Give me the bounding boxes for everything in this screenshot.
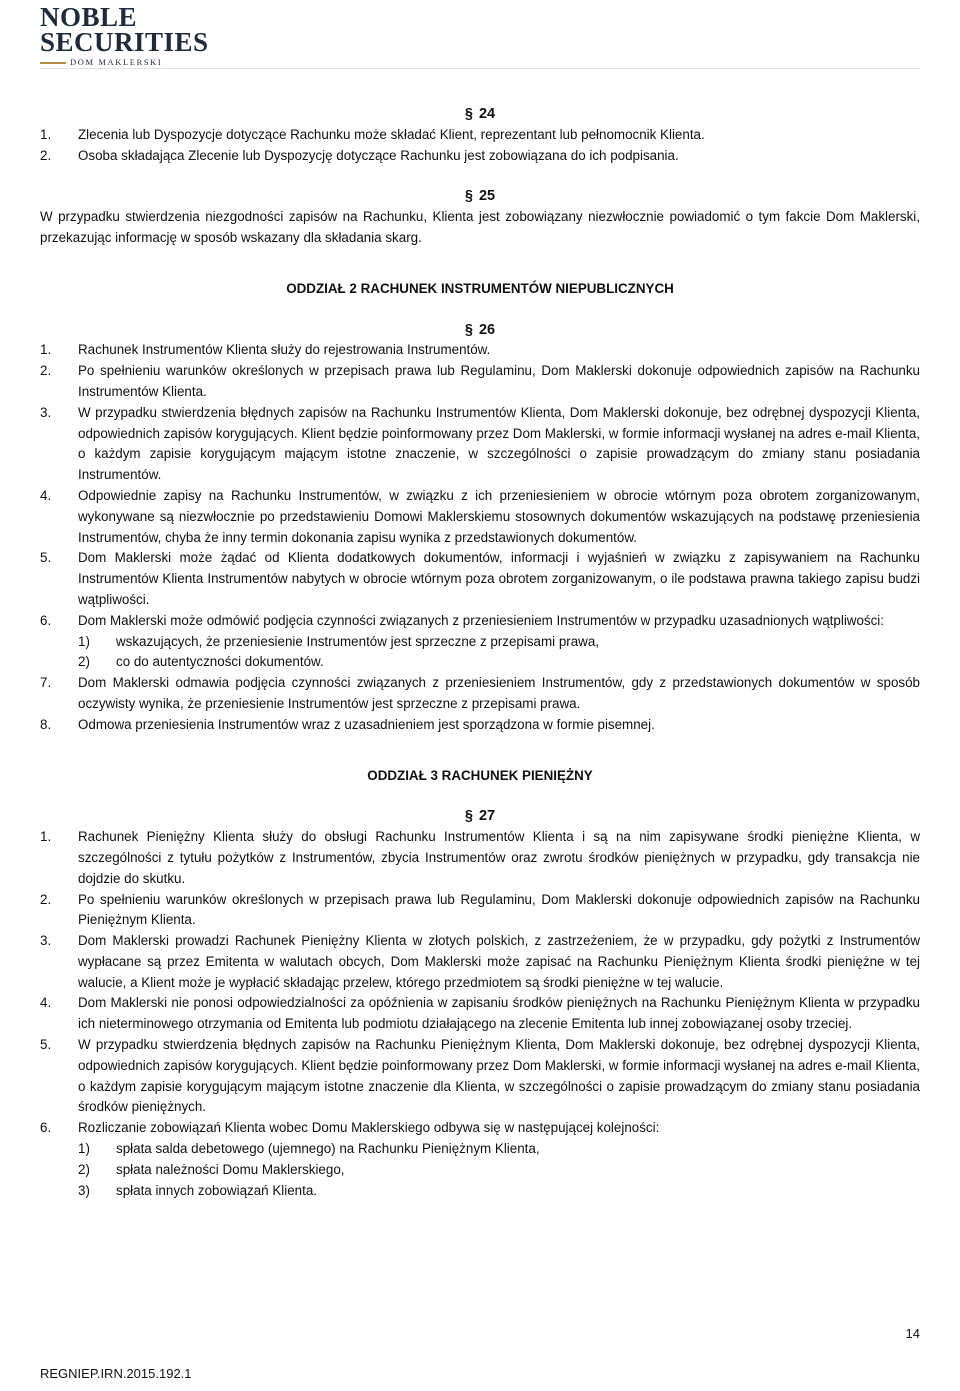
list-item <box>40 486 920 548</box>
document-body <box>40 104 920 1201</box>
item-number: 2. <box>40 363 52 379</box>
item-number: 7. <box>40 675 52 691</box>
logo-subtitle: DOM MAKLERSKI <box>70 57 163 67</box>
item-text: Osoba składająca Zlecenie lub Dyspozycję dotyczące Rachunku jest zobowiązana do ich podpisania. <box>78 147 679 163</box>
item-text: Rachunek Pieniężny Klienta służy do obsługi Rachunku Instrumentów Klienta i są na nim zapisywane środki pieniężne Klienta, w szczególności z tytułu pożytków z Instrumentów, zbycia Instrumentów oraz zwrotu środków pieniężnych w przypadku, gdy transakcja nie dojdzie do skutku. <box>78 829 920 886</box>
item-number: 6. <box>40 612 52 628</box>
item-text: W przypadku stwierdzenia błędnych zapisów na Rachunku Pieniężnym Klienta, Dom Maklerski dokonuje, bez odrębnej dyspozycji Klienta, odpowiednich zapisów korygujących. Klient będzie poinformowany przez Dom Maklerski, w formie informacji wysłanej na adres e-mail Klienta, o każdym zapisie korygującym mającym istotne znaczenie dla Klienta, w szczególności o zapisie prowadzącym do zmiany stanu posiadania środków pieniężnych. <box>78 1037 920 1115</box>
section-heading-27 <box>40 806 920 827</box>
item-text: Po spełnieniu warunków określonych w przepisach prawa lub Regulaminu, Dom Maklerski dokonuje odpowiednich zapisów na Rachunku Instrumentów Klienta. <box>78 363 920 399</box>
division-heading-2: ODDZIAŁ 2 RACHUNEK INSTRUMENTÓW NIEPUBLICZNYCH <box>286 280 674 296</box>
item-number: 8. <box>40 716 52 732</box>
sub-item-number: 1) <box>78 633 90 649</box>
section-symbol: § <box>464 808 473 825</box>
section-number: 27 <box>478 808 496 825</box>
sub-item <box>78 1139 920 1160</box>
list-item <box>40 1118 920 1201</box>
item-text: Odmowa przeniesienia Instrumentów wraz z uzasadnieniem jest sporządzona w formie pisemnej. <box>78 716 655 732</box>
item-number: 3. <box>40 933 52 949</box>
list-item <box>40 361 920 403</box>
item-text: Po spełnieniu warunków określonych w przepisach prawa lub Regulaminu, Dom Maklerski dokonuje odpowiednich zapisów na Rachunku Pieniężnym Klienta. <box>78 891 920 928</box>
item-text: Dom Maklerski prowadzi Rachunek Pieniężny Klienta w złotych polskich, z zastrzeżeniem, że w przypadku, gdy pożytki z Instrumentów wypłacane są przez Emitenta w walutach obcych, Dom Maklerski może zapisać na Rachunku Pieniężnym Klienta środki pieniężne w tej walucie, a Klient może je wypłacić składając przelew, którego przedmiotem są środki pieniężne w tej walucie. <box>78 933 920 990</box>
item-text: Odpowiednie zapisy na Rachunku Instrumentów, w związku z ich przeniesieniem w obrocie wtórnym poza obrotem zorganizowanym, wykonywane są niezwłocznie po przedstawieniu Domowi Maklerskiemu stosownych dokumentów wskazujących na podstawę przeniesienia Instrumentów, chyba że inny termin dokonania zapisu wynika z przedstawionych dokumentów. <box>78 487 920 545</box>
sub-item-number: 2) <box>78 1161 90 1177</box>
list-item <box>40 548 920 610</box>
section-number: 25 <box>478 188 496 205</box>
sub-item <box>78 652 920 673</box>
logo-line-1: NOBLE <box>40 2 138 32</box>
section-symbol: § <box>464 188 473 205</box>
sub-item-text: spłata innych zobowiązań Klienta. <box>116 1182 317 1198</box>
list-item <box>40 931 920 993</box>
sub-item <box>78 1160 920 1181</box>
section-heading-24 <box>40 104 920 125</box>
logo-accent-bar <box>40 62 66 64</box>
list-item <box>40 673 920 715</box>
section-symbol: § <box>464 106 473 122</box>
section-number: 26 <box>478 321 496 338</box>
logo-line-2: SECURITIES <box>40 27 209 57</box>
sub-item-number: 1) <box>78 1141 90 1157</box>
item-number: 5. <box>40 1037 52 1053</box>
item-number: 2. <box>40 891 52 907</box>
list-item <box>40 890 920 932</box>
paragraph: W przypadku stwierdzenia niezgodności zapisów na Rachunku, Klienta jest zobowiązany niezwłocznie powiadomić o tym fakcie Dom Maklerski, przekazując informację w sposób wskazany dla składania skarg. <box>40 209 920 245</box>
document-code: REGNIEP.IRN.2015.192.1 <box>40 1366 192 1381</box>
item-text: Dom Maklerski nie ponosi odpowiedzialności za opóźnienia w zapisaniu środków pieniężnych na Rachunku Pieniężnym Klienta w przypadku ich nieterminowego otrzymania od Emitenta lub podmiotu działającego na zlecenie Emitenta lub innej zobowiązanej osoby trzeciej. <box>78 995 920 1032</box>
item-text: W przypadku stwierdzenia błędnych zapisów na Rachunku Instrumentów Klienta, Dom Maklerski dokonuje, bez odrębnej dyspozycji Klienta, odpowiednich zapisów korygujących. Klient będzie poinformowany przez Dom Maklerski, w formie informacji wysłanej na adres e-mail Klienta, o każdym zapisie korygującym mającym istotne znaczenie, w szczególności o zapisie prowadzącym do zmiany stanu posiadania Instrumentów. <box>78 404 920 483</box>
list-item <box>40 715 920 736</box>
page-number: 14 <box>905 1326 920 1341</box>
sub-item-text: wskazujących, że przeniesienie Instrumentów jest sprzeczne z przepisami prawa, <box>116 633 600 649</box>
item-text: Dom Maklerski odmawia podjęcia czynności związanych z przeniesieniem Instrumentów, gdy z przedstawionych dokumentów w sposób oczywisty wynika, że przeniesienie Instrumentów jest sprzeczne z przepisami prawa. <box>78 675 920 711</box>
list-item <box>40 340 920 361</box>
section-heading-26 <box>40 320 920 341</box>
item-number: 1. <box>40 829 52 845</box>
list-item <box>40 146 920 167</box>
sub-item-text: spłata należności Domu Maklerskiego, <box>116 1161 345 1177</box>
item-number: 4. <box>40 995 52 1011</box>
section-symbol: § <box>464 321 473 338</box>
item-text: Rozliczanie zobowiązań Klienta wobec Domu Maklerskiego odbywa się w następującej kolejności: <box>78 1120 660 1136</box>
list-item <box>40 993 920 1035</box>
item-number: 2. <box>40 147 52 163</box>
sub-item-number: 3) <box>78 1182 90 1198</box>
list-item <box>40 827 920 889</box>
item-text: Dom Maklerski może odmówić podjęcia czynności związanych z przeniesieniem Instrumentów w przypadku uzasadnionych wątpliwości: <box>78 612 885 628</box>
section-heading-25 <box>40 186 920 207</box>
item-number: 6. <box>40 1120 52 1136</box>
item-number: 5. <box>40 550 52 566</box>
sub-item-number: 2) <box>78 654 90 670</box>
item-number: 1. <box>40 126 52 142</box>
list-item <box>40 611 920 673</box>
list-item <box>40 1035 920 1118</box>
division-heading-3: ODDZIAŁ 3 RACHUNEK PIENIĘŻNY <box>367 767 593 783</box>
item-text: Dom Maklerski może żądać od Klienta dodatkowych dokumentów, informacji i wyjaśnień w związku z zapisywaniem na Rachunku Instrumentów Klienta Instrumentów nabytych w obrocie wtórnym poza obrotem zorganizowanym, o ile podstawa prawna takiego zapisu budzi wątpliwości. <box>78 550 920 607</box>
item-text: Rachunek Instrumentów Klienta służy do rejestrowania Instrumentów. <box>78 342 491 358</box>
logo-line-3 <box>40 57 210 67</box>
sub-item-text: co do autentyczności dokumentów. <box>116 654 324 670</box>
sub-item <box>78 632 920 653</box>
item-text: Zlecenia lub Dyspozycje dotyczące Rachunku może składać Klient, reprezentant lub pełnomocnik Klienta. <box>78 126 705 142</box>
header-divider <box>40 68 920 69</box>
sub-item-text: spłata salda debetowego (ujemnego) na Rachunku Pieniężnym Klienta, <box>116 1141 540 1157</box>
item-number: 3. <box>40 404 52 420</box>
company-logo <box>40 2 210 67</box>
section-number: 24 <box>478 106 496 122</box>
list-item <box>40 125 920 146</box>
item-number: 1. <box>40 342 52 358</box>
sub-item <box>78 1181 920 1202</box>
list-item <box>40 403 920 486</box>
item-number: 4. <box>40 487 52 503</box>
